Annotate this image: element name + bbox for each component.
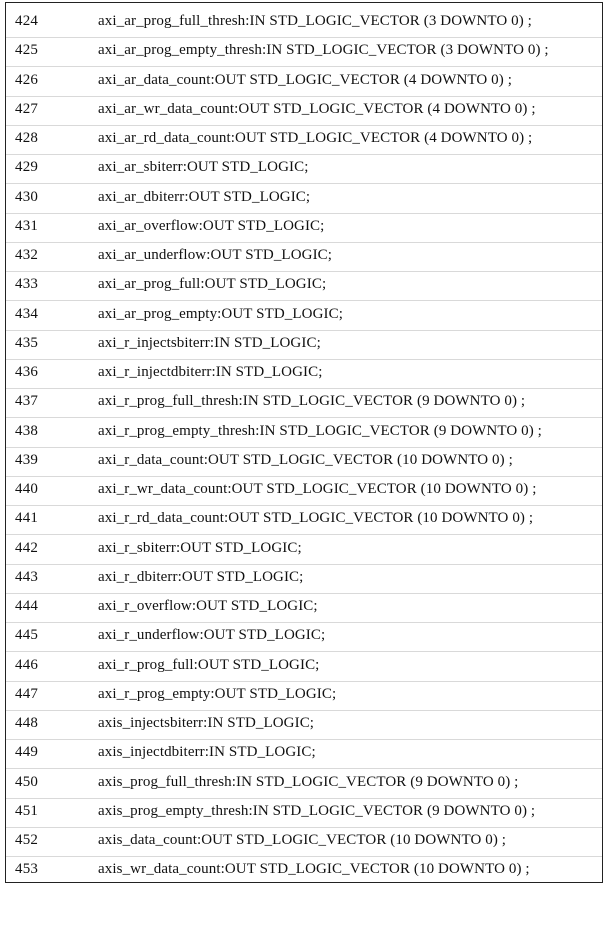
code-listing	[5, 2, 603, 883]
code-line	[6, 417, 602, 448]
code-text: axi_r_underflow:OUT STD_LOGIC;	[98, 627, 326, 644]
code-line	[6, 738, 602, 769]
code-line	[6, 212, 602, 243]
code-line	[6, 709, 602, 740]
code-line	[6, 534, 602, 565]
line-number: 446	[15, 656, 39, 673]
line-number: 434	[15, 305, 39, 322]
code-line	[6, 797, 602, 828]
code-text: axi_ar_dbiterr:OUT STD_LOGIC;	[98, 188, 311, 205]
line-number: 442	[15, 539, 39, 556]
code-text: axi_r_prog_full_thresh:IN STD_LOGIC_VECTOR (9 DOWNTO 0) ;	[98, 393, 526, 410]
code-text: axis_injectsbiterr:IN STD_LOGIC;	[98, 715, 315, 731]
code-text: axi_r_dbiterr:OUT STD_LOGIC;	[98, 568, 304, 585]
line-number: 441	[15, 510, 39, 527]
code-line	[6, 563, 602, 594]
line-number: 436	[15, 364, 39, 380]
code-text: axis_prog_full_thresh:IN STD_LOGIC_VECTOR (9 DOWNTO 0) ;	[98, 773, 519, 790]
line-number: 435	[15, 334, 39, 351]
code-line	[6, 621, 602, 652]
line-number: 428	[15, 130, 39, 146]
line-number: 425	[15, 42, 39, 59]
code-text: axi_ar_prog_full:OUT STD_LOGIC;	[98, 276, 327, 293]
line-number: 432	[15, 247, 39, 263]
line-number: 429	[15, 159, 39, 176]
code-text: axi_r_prog_full:OUT STD_LOGIC;	[98, 656, 320, 673]
code-text: axi_r_injectdbiterr:IN STD_LOGIC;	[98, 364, 323, 380]
line-number: 427	[15, 100, 39, 117]
code-line	[6, 95, 602, 126]
code-line	[6, 592, 602, 623]
code-text: axi_ar_prog_empty_thresh:IN STD_LOGIC_VECTOR (3 DOWNTO 0) ;	[98, 42, 549, 59]
code-line	[6, 855, 602, 885]
code-line	[6, 826, 602, 857]
code-line	[6, 153, 602, 184]
line-number: 440	[15, 481, 39, 497]
code-line	[6, 124, 602, 155]
code-line	[6, 270, 602, 301]
code-text: axi_r_prog_empty:OUT STD_LOGIC;	[98, 685, 337, 702]
code-line	[6, 651, 602, 682]
line-number: 433	[15, 276, 39, 293]
line-number: 437	[15, 393, 39, 410]
line-number: 451	[15, 802, 39, 819]
code-line	[6, 768, 602, 799]
code-line	[6, 241, 602, 272]
line-number: 449	[15, 744, 39, 761]
line-number: 447	[15, 685, 39, 702]
line-number: 426	[15, 71, 39, 88]
code-text: axi_ar_prog_empty:OUT STD_LOGIC;	[98, 305, 343, 322]
line-number: 431	[15, 217, 39, 234]
code-line	[6, 329, 602, 360]
code-text: axi_r_sbiterr:OUT STD_LOGIC;	[98, 539, 302, 556]
line-number: 439	[15, 451, 39, 468]
line-number: 443	[15, 568, 39, 585]
line-number: 445	[15, 627, 39, 644]
code-text: axi_ar_sbiterr:OUT STD_LOGIC;	[98, 159, 309, 176]
code-line	[6, 183, 602, 214]
code-text: axi_r_prog_empty_thresh:IN STD_LOGIC_VECTOR (9 DOWNTO 0) ;	[98, 422, 542, 439]
code-line	[6, 680, 602, 711]
code-text: axis_injectdbiterr:IN STD_LOGIC;	[98, 744, 316, 761]
code-text: axi_ar_rd_data_count:OUT STD_LOGIC_VECTOR (4 DOWNTO 0) ;	[98, 130, 533, 146]
code-text: axi_r_rd_data_count:OUT STD_LOGIC_VECTOR (10 DOWNTO 0) ;	[98, 510, 534, 527]
code-line	[6, 446, 602, 477]
line-number: 444	[15, 598, 39, 614]
code-line	[6, 475, 602, 506]
code-line	[6, 358, 602, 389]
code-text: axi_ar_data_count:OUT STD_LOGIC_VECTOR (4 DOWNTO 0) ;	[98, 71, 512, 88]
code-line	[6, 300, 602, 331]
line-number: 453	[15, 861, 39, 878]
code-text: axis_data_count:OUT STD_LOGIC_VECTOR (10 DOWNTO 0) ;	[98, 832, 507, 848]
line-number: 450	[15, 773, 39, 790]
code-line	[6, 66, 602, 97]
code-line	[6, 7, 602, 38]
line-number: 430	[15, 188, 39, 205]
code-text: axis_prog_empty_thresh:IN STD_LOGIC_VECTOR (9 DOWNTO 0) ;	[98, 802, 536, 819]
line-number: 438	[15, 422, 39, 439]
code-text: axi_r_injectsbiterr:IN STD_LOGIC;	[98, 334, 321, 351]
code-text: axi_ar_underflow:OUT STD_LOGIC;	[98, 247, 333, 263]
line-number: 424	[15, 13, 39, 29]
code-text: axis_wr_data_count:OUT STD_LOGIC_VECTOR (10 DOWNTO 0) ;	[98, 861, 530, 878]
code-line	[6, 504, 602, 535]
code-text: axi_r_data_count:OUT STD_LOGIC_VECTOR (10 DOWNTO 0) ;	[98, 451, 513, 468]
code-text: axi_r_wr_data_count:OUT STD_LOGIC_VECTOR (10 DOWNTO 0) ;	[98, 481, 537, 497]
code-text: axi_ar_overflow:OUT STD_LOGIC;	[98, 217, 325, 234]
code-text: axi_r_overflow:OUT STD_LOGIC;	[98, 598, 318, 614]
code-line	[6, 387, 602, 418]
code-line	[6, 36, 602, 67]
code-text: axi_ar_prog_full_thresh:IN STD_LOGIC_VECTOR (3 DOWNTO 0) ;	[98, 13, 532, 29]
line-number: 448	[15, 715, 39, 731]
code-text: axi_ar_wr_data_count:OUT STD_LOGIC_VECTOR (4 DOWNTO 0) ;	[98, 100, 536, 117]
line-number: 452	[15, 832, 39, 848]
